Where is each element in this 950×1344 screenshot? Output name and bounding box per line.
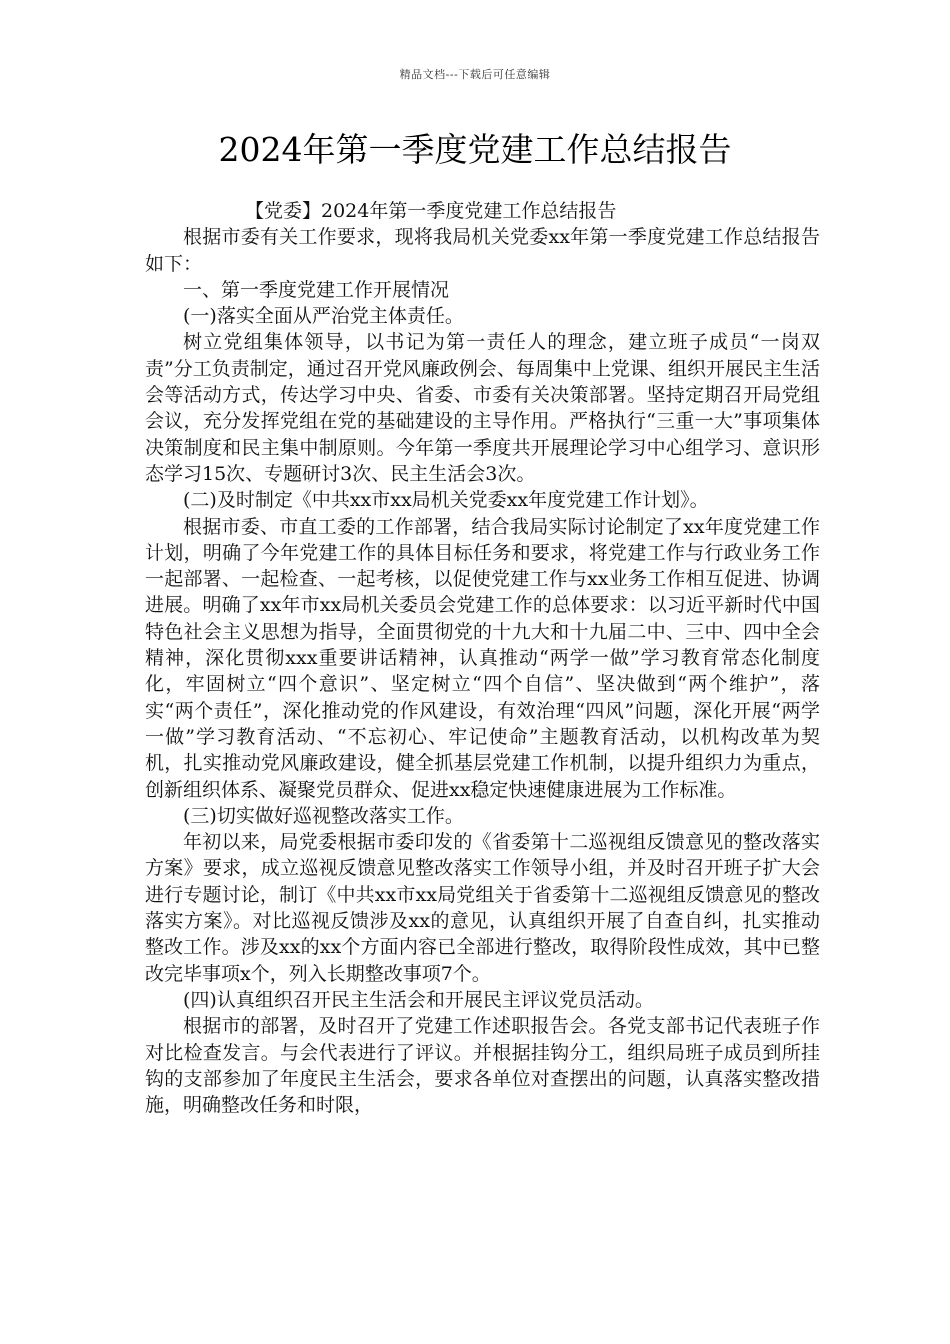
subsection-heading-4: (四)认真组织召开民主生活会和开展民主评议党员活动。 [183,988,654,1011]
body-paragraph-3: 年初以来，局党委根据市委印发的《省委第十二巡视组反馈意见的整改落实方案》要求，成立巡视反馈意见整改落实工作领导小组，并及时召开班子扩大会进行专题讨论，制订《中共xx市xx局党组关于省委第十二巡视组反馈意见的整改落实方案》。对比巡视反馈涉及xx的意见，认真组织开展了自查自纠，扎实推动整改工作。涉及xx的xx个方面内容已全部进行整改，取得阶段性成效，其中已整改完毕事项x个，列入长期整改事项7个。 [145,831,820,985]
intro-paragraph: 根据市委有关工作要求，现将我局机关党委xx年第一季度党建工作总结报告如下： [145,226,820,275]
subsection-heading-1: (一)落实全面从严治党主体责任。 [183,305,464,328]
section-heading: 一、第一季度党建工作开展情况 [183,278,450,301]
document-title: 2024年第一季度党建工作总结报告 [218,130,732,169]
subsection-heading-2: (二)及时制定《中共xx市xx局机关党委xx年度党建工作计划》。 [183,489,709,512]
document-body [145,198,820,1118]
header-note: 精品文档---下载后可任意编辑 [399,68,551,81]
subtitle-line: 【党委】2024年第一季度党建工作总结报告 [245,200,617,222]
subsection-heading-3: (三)切实做好巡视整改落实工作。 [183,804,464,827]
body-paragraph-4: 根据市的部署，及时召开了党建工作述职报告会。各党支部书记代表班子作对比检查发言。与会代表进行了评议。并根据挂钩分工，组织局班子成员到所挂钩的支部参加了年度民主生活会，要求各单位对查摆出的问题，认真落实整改措施，明确整改任务和时限， [145,1015,820,1117]
body-paragraph-2: 根据市委、市直工委的工作部署，结合我局实际讨论制定了xx年度党建工作计划，明确了今年党建工作的具体目标任务和要求，将党建工作与行政业务工作一起部署、一起检查、一起考核，以促使党建工作与xx业务工作相互促进、协调进展。明确了xx年市xx局机关委员会党建工作的总体要求：以习近平新时代中国特色社会主义思想为指导，全面贯彻党的十九大和十九届二中、三中、四中全会精神，深化贯彻xxx重要讲话精神，认真推动“两学一做”学习教育常态化制度化，牢固树立“四个意识”、坚定树立“四个自信”、坚决做到“两个维护”，落实“两个责任”，深化推动党的作风建设，有效治理“四风”问题，深化开展“两学一做”学习教育活动、“不忘初心、牢记使命”主题教育活动，以机构改革为契机，扎实推动党风廉政建设，健全抓基层党建工作机制，以提升组织力为重点，创新组织体系、凝聚党员群众、促进xx稳定快速健康进展为工作标准。 [145,515,820,801]
body-paragraph-1: 树立党组集体领导，以书记为第一责任人的理念，建立班子成员“一岗双责”分工负责制定，通过召开党风廉政例会、每周集中上党课、组织开展民主生活会等活动方式，传达学习中央、省委、市委有关决策部署。坚持定期召开局党组会议，充分发挥党组在党的基础建设的主导作用。严格执行“三重一大”事项集体决策制度和民主集中制原则。今年第一季度共开展理论学习中心组学习、意识形态学习15次、专题研讨3次、民主生活会3次。 [145,331,820,485]
